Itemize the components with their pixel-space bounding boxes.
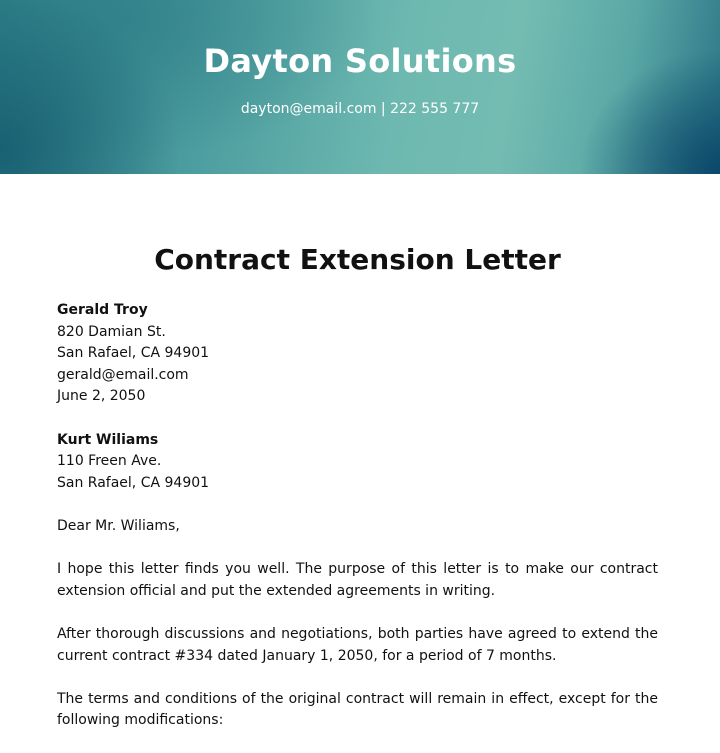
recipient-city: San Rafael, CA 94901 — [57, 474, 210, 491]
letter-date: June 2, 2050 — [57, 388, 146, 405]
sender-block — [57, 300, 658, 408]
sender-city: San Rafael, CA 94901 — [57, 345, 210, 362]
recipient-street: 110 Freen Ave. — [57, 453, 162, 470]
letter-body — [57, 240, 658, 753]
salutation: Dear Mr. Wiliams, — [57, 517, 180, 534]
header-banner — [0, 0, 720, 174]
sender-street: 820 Damian St. — [57, 323, 166, 340]
body-paragraph: After thorough discussions and negotiations, both parties have agreed to extend the current contract #334 dated January 1, 2050, for a period of 7 months. — [57, 625, 658, 664]
recipient-name: Kurt Wiliams — [57, 431, 159, 448]
sender-email: gerald@email.com — [57, 366, 189, 383]
sender-name: Gerald Troy — [57, 302, 148, 318]
company-contact: dayton@email.com | 222 555 777 — [240, 101, 480, 117]
company-name: Dayton Solutions — [203, 42, 517, 80]
recipient-block — [57, 430, 658, 495]
document-title: Contract Extension Letter — [154, 243, 561, 276]
body-paragraph: I hope this letter finds you well. The purpose of this letter is to make our contract extension official and put the extended agreements in writing. — [57, 561, 658, 599]
body-paragraph: The terms and conditions of the original contract will remain in effect, except for the following modifications: — [57, 690, 658, 729]
